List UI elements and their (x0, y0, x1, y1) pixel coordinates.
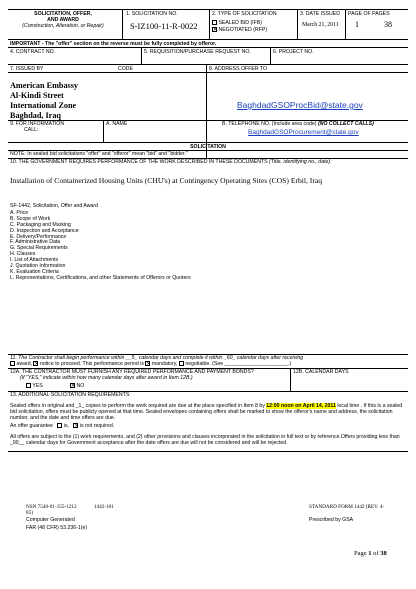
info-call-line2: CALL: (24, 127, 39, 133)
issuer-address-line3: International Zone (10, 101, 77, 110)
item11-text: 11. The Contractor shall begin performance within __5_ calendar days and complete it within _60_ calendar days after receiving (10, 355, 304, 361)
bonds-yes-label: YES (32, 383, 43, 389)
issuer-address (10, 81, 78, 121)
sealed-bid-label: SEALED BID (IFB) (218, 20, 262, 26)
item12b-label: 12B. CALENDAR DAYS (293, 369, 349, 375)
form-title (8, 11, 118, 29)
notice-checkbox[interactable]: ✕ (34, 361, 39, 368)
info-call-label (10, 121, 64, 133)
section-list-item: C. Packaging and Marking (10, 221, 71, 228)
item13-para1-end: local time . If this is a sealed bid solicitation, offers must be publicly opened at that time. Sealed envelopes containing offers shall be marked to show the offeror's name and address, the solicitation number, and the date and time offers are due. (10, 403, 403, 421)
contract-no-label: 4. CONTRACT NO. (10, 49, 56, 55)
guarantee-is-checkbox[interactable] (57, 423, 62, 428)
item12a-label: 12A. THE CONTRACTOR MUST FURNISH ANY REQUIRED PERFORMANCE AND PAYMENT BONDS? (10, 369, 254, 375)
item12a-sub: (If "YES," indicate within how many calendar days after award in Item 12B.) (20, 375, 193, 381)
offer-guarantee-text: An offer guarantee (10, 423, 53, 429)
no-collect-calls: (NO COLLECT CALLS) (317, 121, 374, 127)
offer-email-link[interactable]: BaghdadGSOProcBid@state.gov (237, 100, 363, 110)
page-footer (354, 550, 387, 557)
important-notice: IMPORTANT - The "offer" section on the reverse must be fully completed by offeror. (10, 41, 217, 47)
notice-label: notice to proceed. This performance period is (39, 361, 144, 367)
far-reference: FAR (48 CFR) 53.236-1(e) (26, 525, 88, 531)
section-list-item: H. Clauses (10, 251, 36, 258)
negotiable-checkbox[interactable] (179, 361, 184, 366)
section-list-item: L. Representations, Certifications, and other Statements of Offerors or Quoters (10, 274, 191, 281)
info-call-line1: 9. FOR INFORMATION (10, 121, 65, 127)
form-title-line1: SOLICITATION, OFFER, (34, 11, 92, 17)
computer-generated: Computer Generated (26, 517, 75, 523)
work-title: Installation of Containerized Housing Units (CHU's) at Contingency Operating Sites (COS) Erbil, Iraq (10, 176, 323, 185)
bonds-yes-checkbox[interactable] (26, 383, 31, 388)
form-page (8, 8, 408, 581)
guarantee-is-not-label: is not required. (79, 423, 115, 429)
date-issued-label: 3. DATE ISSUED (300, 11, 340, 17)
negotiated-label: NEGOTIATED (RFP) (218, 27, 268, 33)
section-list-item: D. Inspection and Acceptance (10, 227, 79, 234)
bonds-no-label: NO (76, 383, 85, 389)
solicitation-no-value: S-IZ100-11-R-0022 (130, 21, 198, 31)
standard-form: STANDARD FORM 1442 (REV. 4- (309, 504, 385, 510)
guarantee-is-label: is, (63, 423, 69, 429)
section-list-item: K. Evaluation Criteria (10, 268, 59, 275)
name-label: A. NAME (106, 121, 128, 127)
nsn-number: NSN 7540-01-155-1212 (26, 504, 77, 510)
section-list-item: A. Price (10, 209, 29, 216)
page-number: 1 (355, 20, 359, 29)
section-list-item: B. Scope of Work (10, 215, 51, 222)
requisition-label: 5. REQUISITION/PURCHASE REQUEST NO. (144, 49, 251, 55)
item10-label (10, 159, 332, 165)
issuer-address-line1: American Embassy (10, 81, 78, 90)
solicitation-note: NOTE: In sealed bid solicitations "offer" and "offeror" mean "bid" and "bidder." (10, 151, 188, 157)
page-total: 38 (384, 20, 392, 29)
item10-italic: (Title, identifying no., date): (269, 159, 332, 165)
issuer-address-line2: Al-Kindi Street (10, 91, 64, 100)
item10-text: 10. THE GOVERNMENT REQUIRES PERFORMANCE OF THE WORK DESCRIBED IN THESE DOCUMENTS (10, 159, 268, 165)
page-footer-of: of (373, 550, 379, 557)
item13-label: 13. ADDITIONAL SOLICITATION REQUIREMENTS: (10, 392, 131, 398)
award-checkbox[interactable] (10, 361, 15, 366)
sealed-bid-checkbox[interactable] (212, 20, 217, 25)
section-list-item: G. Special Requirements (10, 245, 68, 252)
mandatory-checkbox[interactable]: ✕ (146, 361, 151, 368)
project-no-label: 6. PROJECT NO. (273, 49, 314, 55)
prescribed-by: Prescribed by GSA (309, 517, 354, 523)
footer-code2: 85) (26, 510, 33, 516)
procurement-email-link[interactable]: BaghdadGSOProcurement@state.gov (248, 129, 359, 136)
section-list-item: E. Delivery/Performance (10, 233, 67, 240)
page-footer-total: 38 (380, 550, 387, 557)
solicitation-no-label: 1. SOLICITATION NO. (126, 11, 178, 17)
page-of-pages-label: PAGE OF PAGES (348, 11, 390, 17)
address-offer-label: 8. ADDRESS OFFER TO (209, 66, 268, 72)
date-issued-value: March 21, 2011 (302, 22, 339, 28)
item13-para1 (10, 403, 404, 421)
sealed-bid-option[interactable] (212, 20, 262, 26)
bonds-no-option[interactable] (70, 383, 84, 389)
bonds-no-checkbox[interactable]: ✕ (71, 383, 76, 390)
code-label: CODE (118, 66, 133, 72)
telephone-label (222, 121, 374, 127)
negotiated-option[interactable] (212, 27, 267, 33)
section-list (10, 204, 191, 282)
due-date-highlight: 12:00 noon on April 14, 2011 (266, 403, 336, 409)
form-title-subtitle: (Construction, Alteration, or Repair) (22, 23, 104, 29)
item13-para3: All offers are subject to the (1) work requirements, and (2) other provisions and clauses incorporated in the solicitation in full text or by reference.Offers providing less than _90__ calendar days for Government acceptance after the date offers are due will not be considered and will be rejected. (10, 434, 400, 446)
bonds-yes-option[interactable] (26, 383, 43, 389)
award-label: award, (16, 361, 33, 367)
issued-by-label: 7. ISSUED BY (10, 66, 44, 72)
solicitation-heading: SOLICITATION (190, 144, 226, 150)
item13-para1-start: Sealed offers in original and _1_ copies to perform the work required are due at the place specified in Item 8 by (10, 403, 265, 409)
section-list-item: I. List of Attachments (10, 257, 59, 264)
page-footer-prefix: Page (354, 550, 367, 557)
page-footer-number: 1 (368, 550, 372, 557)
section-list-item: SF-1442, Solicitation, Offer and Award (10, 203, 99, 209)
footer-nsn (26, 504, 114, 510)
mandatory-label: mandatory, (151, 361, 178, 367)
telephone-label-text: B. TELEPHONE NO. (Include area code) (222, 121, 317, 127)
form-title-line2: AND AWARD (47, 17, 79, 23)
negotiated-checkbox[interactable]: ✕ (213, 27, 218, 34)
offer-guarantee (10, 423, 114, 429)
guarantee-is-not-checkbox[interactable]: ✕ (74, 423, 79, 430)
negotiable-label: negotiable. (See ______________________.) (185, 361, 292, 367)
issuer-address-line4: Baghdad, Iraq (10, 111, 61, 120)
item11-options (10, 361, 291, 367)
section-list-item: J. Quotation Information (10, 263, 66, 270)
solicitation-type-label: 2. TYPE OF SOLICITATION (212, 11, 277, 17)
form-code: 1442-101 (93, 504, 114, 510)
section-list-item: F. Administrative Data (10, 239, 61, 246)
